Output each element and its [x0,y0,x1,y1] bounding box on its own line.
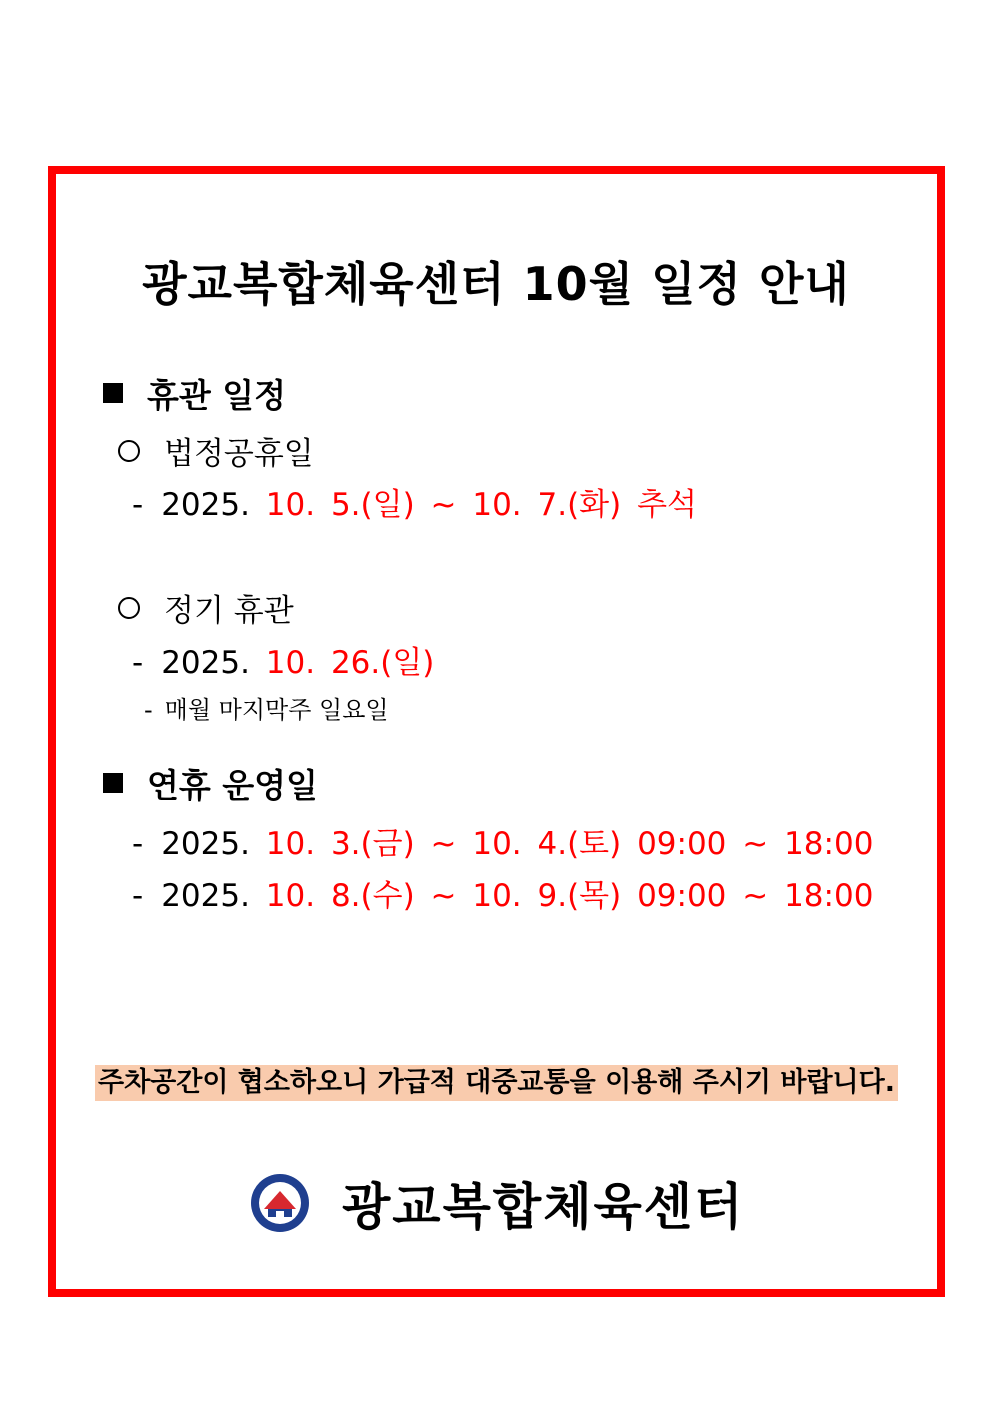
closure-heading: 휴관 일정 [103,370,286,417]
holiday-operation-item: - 2025. 10. 3.(금) ~ 10. 4.(토) 09:00 ~ 18:00 [132,826,874,862]
holiday-operation-detail: 10. 8.(수) ~ 10. 9.(목) 09:00 ~ 18:00 [265,878,874,914]
dash-bullet: - [132,645,144,681]
parking-notice: 주차공간이 협소하오니 가급적 대중교통을 이용해 주시기 바랍니다. [95,1065,898,1101]
holiday-operation-detail: 10. 3.(금) ~ 10. 4.(토) 09:00 ~ 18:00 [265,826,874,862]
dash-bullet: - [132,826,144,862]
page-title: 광교복합체육센터 10월 일정 안내 [142,257,850,311]
holiday-operation-heading: 연휴 운영일 [103,760,318,807]
legal-holiday-date: - 2025. 10. 5.(일) ~ 10. 7.(화) 추석 [132,487,697,523]
dash-bullet: - [144,696,153,724]
regular-closure-note: - 매월 마지막주 일요일 [144,696,389,724]
circle-bullet-icon [118,440,140,462]
legal-holiday-label: 법정공휴일 [118,428,314,473]
square-bullet-icon [103,773,123,793]
dash-bullet: - [132,487,144,523]
holiday-operation-item: - 2025. 10. 8.(수) ~ 10. 9.(목) 09:00 ~ 18:00 [132,878,874,914]
regular-closure-label: 정기 휴관 [118,585,294,630]
square-bullet-icon [103,383,123,403]
regular-closure-date: - 2025. 10. 26.(일) [132,645,435,681]
page-border-frame [48,166,945,1297]
dash-bullet: - [132,878,144,914]
legal-holiday-range: 10. 5.(일) ~ 10. 7.(화) 추석 [265,487,697,523]
sports-council-logo-icon [250,1173,310,1233]
regular-closure-day: 10. 26.(일) [265,645,435,681]
footer-organization-name: 광교복합체육센터 [342,1178,745,1236]
footer [250,1170,744,1236]
circle-bullet-icon [118,597,140,619]
